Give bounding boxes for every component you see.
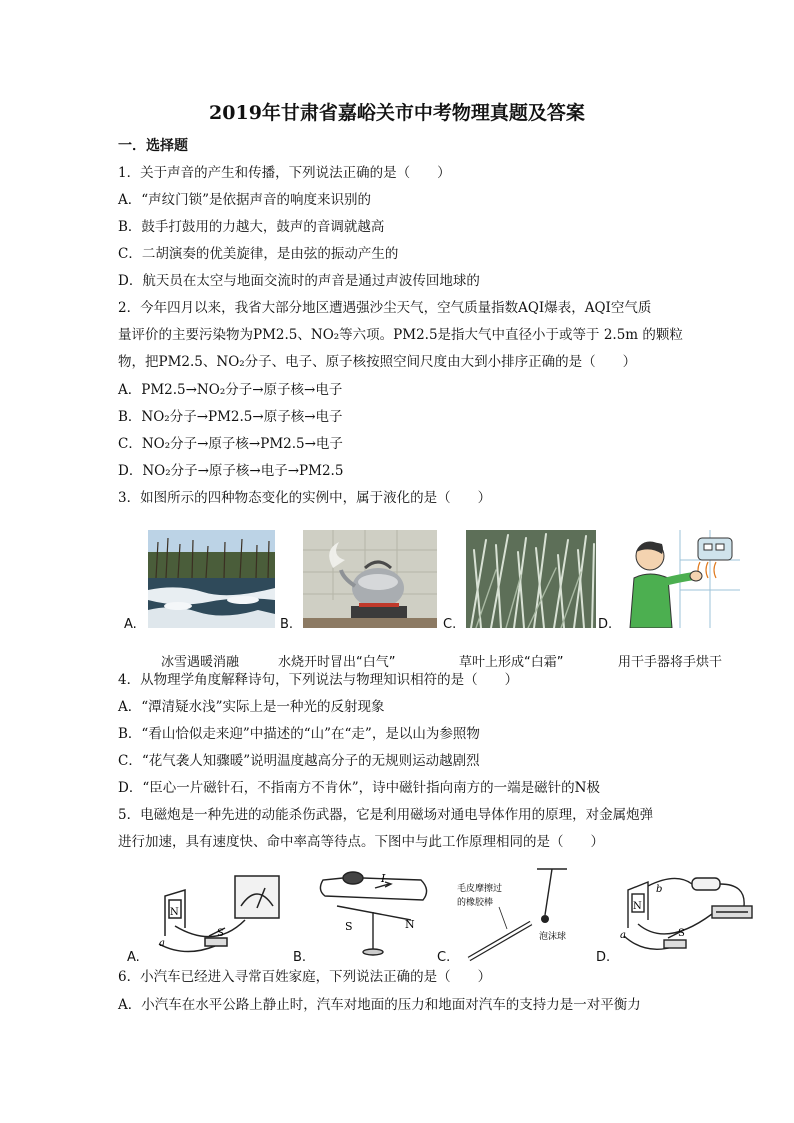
q3-label-c: C. xyxy=(443,617,457,632)
q5d-label-s: S xyxy=(678,928,685,939)
q5c-label-rod-line1: 毛皮摩擦过 xyxy=(457,884,503,894)
q4-option-d: D．“臣心一片磁针石，不指南方不肯休”，诗中磁针指向南方的一端是磁针的N极 xyxy=(118,780,600,796)
q3-stem: 3．如图所示的四种物态变化的实例中，属于液化的是（ ） xyxy=(118,490,492,506)
q2-option-a: A．PM2.5→NO₂分子→原子核→电子 xyxy=(118,382,343,398)
q5-label-b: B. xyxy=(293,950,307,965)
q5-figure-a-induction xyxy=(145,866,285,962)
q3-caption-a: 冰雪遇暖消融 xyxy=(161,655,240,670)
q5a-label-a: a xyxy=(159,938,165,949)
q3-caption-d: 用干手器将手烘干 xyxy=(618,655,723,670)
q4-option-b: B．“看山恰似走来迎”中描述的“山”在“走”，是以山为参照物 xyxy=(118,726,480,742)
q1-option-b: B．鼓手打鼓用的力越大，鼓声的音调就越高 xyxy=(118,219,385,235)
q2-stem-line2: 量评价的主要污染物为PM2.5、NO₂等六项。PM2.5是指大气中直径小于或等于 2.5m 的颗粒 xyxy=(118,327,683,343)
q3-caption-c: 草叶上形成“白霜” xyxy=(459,655,564,670)
q5-label-a: A. xyxy=(127,950,140,965)
q2-option-d: D．NO₂分子→原子核→电子→PM2.5 xyxy=(118,463,344,479)
q2-option-c: C．NO₂分子→原子核→PM2.5→电子 xyxy=(118,436,343,452)
q3-label-d: D. xyxy=(598,617,613,632)
page-title: 2019年甘肃省嘉峪关市中考物理真题及答案 xyxy=(209,102,585,124)
q4-option-c: C．“花气袭人知骤暖”说明温度越高分子的无规则运动越剧烈 xyxy=(118,753,480,769)
section-heading: 一．选择题 xyxy=(118,138,188,154)
q5a-label-n: N xyxy=(170,907,179,918)
q3-caption-b: 水烧开时冒出“白气” xyxy=(278,655,396,670)
q3-label-b: B. xyxy=(280,617,294,632)
q1-option-a: A．“声纹门锁”是依据声音的响度来识别的 xyxy=(118,192,372,208)
q5b-label-s: S xyxy=(345,920,353,933)
q5-figure-c-rubber-rod xyxy=(455,863,595,963)
q5-stem-line2: 进行加速，具有速度快、命中率高等待点。下图中与此工作原理相同的是（ ） xyxy=(118,834,604,850)
q5a-label-s: S xyxy=(217,928,224,939)
q5-figure-d-motor xyxy=(616,866,762,962)
q3-photo-boiling-kettle xyxy=(303,530,437,628)
q3-photo-melting-snow xyxy=(148,530,275,628)
q5d-label-b: b xyxy=(656,884,663,895)
q3-label-a: A. xyxy=(124,617,137,632)
q5-label-d: D. xyxy=(596,950,611,965)
q1-option-c: C．二胡演奏的优美旋律，是由弦的振动产生的 xyxy=(118,246,399,262)
q5-label-c: C. xyxy=(437,950,451,965)
q6-option-a: A．小汽车在水平公路上静止时，汽车对地面的压力和地面对汽车的支持力是一对平衡力 xyxy=(118,997,641,1013)
q4-stem: 4．从物理学角度解释诗句，下列说法与物理知识相符的是（ ） xyxy=(118,672,519,688)
q1-stem: 1．关于声音的产生和传播，下列说法正确的是（ ） xyxy=(118,165,451,181)
q5c-label-rod-line2: 的橡胶棒 xyxy=(457,898,494,908)
q5-stem-line1: 5．电磁炮是一种先进的动能杀伤武器，它是利用磁场对通电导体作用的原理，对金属炮弹 xyxy=(118,807,654,823)
q2-option-b: B．NO₂分子→PM2.5→原子核→电子 xyxy=(118,409,343,425)
q3-drawing-hand-dryer xyxy=(620,530,740,628)
q5b-label-n: N xyxy=(405,918,415,931)
q1-option-d: D．航天员在太空与地面交流时的声音是通过声波传回地球的 xyxy=(118,273,480,289)
q4-option-a: A．“潭清疑水浅”实际上是一种光的反射现象 xyxy=(118,699,385,715)
q5d-label-a: a xyxy=(620,930,626,941)
q5c-label-ball: 泡沫球 xyxy=(539,932,567,942)
q3-photo-frost-grass xyxy=(466,530,596,628)
q2-stem-line1: 2．今年四月以来，我省大部分地区遭遇强沙尘天气，空气质量指数AQI爆表，AQI空气质 xyxy=(118,300,652,316)
q2-stem-line3: 物，把PM2.5、NO₂分子、电子、原子核按照空间尺度由大到小排序正确的是（ ） xyxy=(118,354,637,370)
q5-figure-b-oersted xyxy=(315,866,435,962)
q6-stem: 6．小汽车已经进入寻常百姓家庭，下列说法正确的是（ ） xyxy=(118,969,492,985)
q5b-label-i: I xyxy=(381,872,386,885)
q5d-label-n: N xyxy=(633,901,642,912)
